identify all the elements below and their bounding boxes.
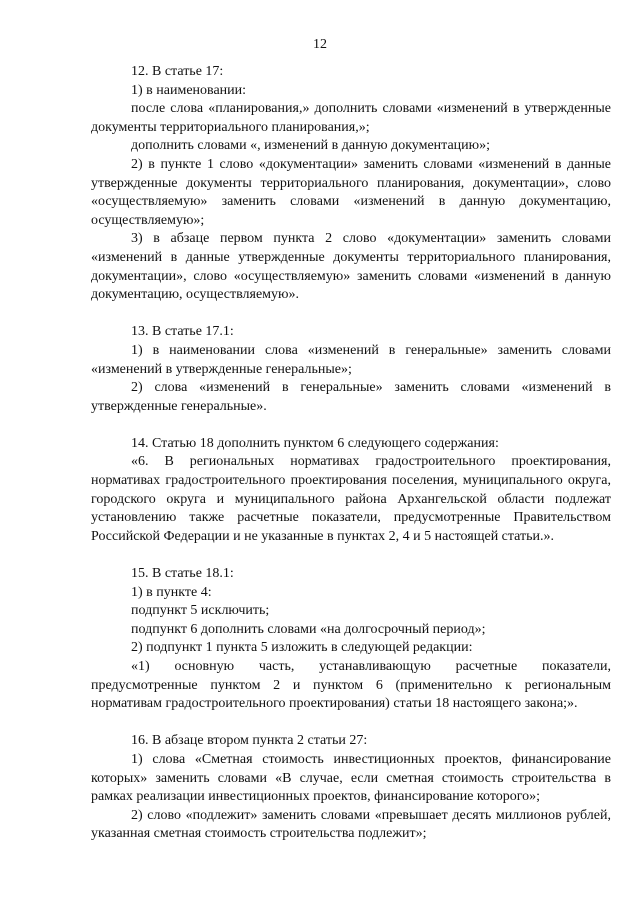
paragraph-article-15-heading: 15. В статье 18.1: (131, 566, 234, 582)
paragraph-gap (91, 546, 611, 565)
paragraph-item: 2) подпункт 1 пункта 5 изложить в следующей редакции: (131, 640, 473, 656)
paragraph-item: подпункт 6 дополнить словами «на долгосрочный период»; (131, 621, 486, 637)
paragraph-item: «1) основную часть, устанавливающую расчетные показатели, предусмотренные пунктом 2 и пунктом 6 (применительно к региональным нормативам градостроительного проектирования) статьи 18 настоящего закона;». (91, 659, 611, 712)
page-number: 12 (313, 37, 327, 52)
paragraph-item: после слова «планирования,» дополнить словами «изменений в утвержденные документы территориального планирования,»; (91, 101, 611, 135)
paragraph-item: 1) слова «Сметная стоимость инвестиционных проектов, финансирование которых» заменить словами «В случае, если сметная стоимость строительства в рамках реализации инвестиционных проектов, финансирование которого»; (91, 751, 611, 805)
paragraph-item: 1) в наименовании слова «изменений в генеральные» заменить словами «изменений в утвержденные генеральные»; (91, 342, 611, 377)
paragraph-gap (91, 416, 611, 435)
paragraph-item: 2) в пункте 1 слово «документации» заменить словами «изменений в данные утвержденные документы территориального планирования, документации», слово «осуществляемую» заменить словами «изменений в данную документацию, осуществляемую»; (91, 156, 611, 228)
paragraph-item: 3) в абзаце первом пункта 2 слово «документации» заменить словами «изменений в данные утвержденные документы территориального планирования, документации», слово «осуществляемую» заменить словами «изменений в данную документацию, осуществляемую». (91, 231, 611, 303)
paragraph-item: 2) слова «изменений в генеральные» заменить словами «изменений в утвержденные генеральные». (91, 380, 611, 414)
paragraph-item: 2) слово «подлежит» заменить словами «превышает десять миллионов рублей, указанная сметная стоимость строительства подлежит»; (91, 807, 611, 842)
paragraph-article-16-heading: 16. В абзаце втором пункта 2 статьи 27: (131, 733, 368, 749)
paragraph-item: «6. В региональных нормативах градостроительного проектирования, нормативах градостроительного проектирования поселения, муниципального округа, городского округа и муниципального района Архангельской области подлежат установлению также расчетные показатели, предусмотренные Правительством Российской Федерации и не указанные в пунктах 2, 4 и 5 настоящей статьи.». (91, 454, 611, 544)
paragraph-item: подпункт 5 исключить; (131, 603, 270, 619)
paragraph-gap (91, 714, 611, 733)
paragraph-article-13-heading: 13. В статье 17.1: (131, 324, 234, 340)
paragraph-item: дополнить словами «, изменений в данную документацию»; (131, 138, 491, 154)
paragraph-item: 1) в пункте 4: (131, 584, 212, 600)
paragraph-gap (91, 305, 611, 324)
paragraph-article-12-heading: 12. В статье 17: (131, 64, 224, 79)
paragraph-item: 1) в наименовании: (131, 82, 247, 98)
paragraph-article-14-heading: 14. Статью 18 дополнить пунктом 6 следующего содержания: (131, 435, 499, 451)
document-body (91, 63, 611, 844)
